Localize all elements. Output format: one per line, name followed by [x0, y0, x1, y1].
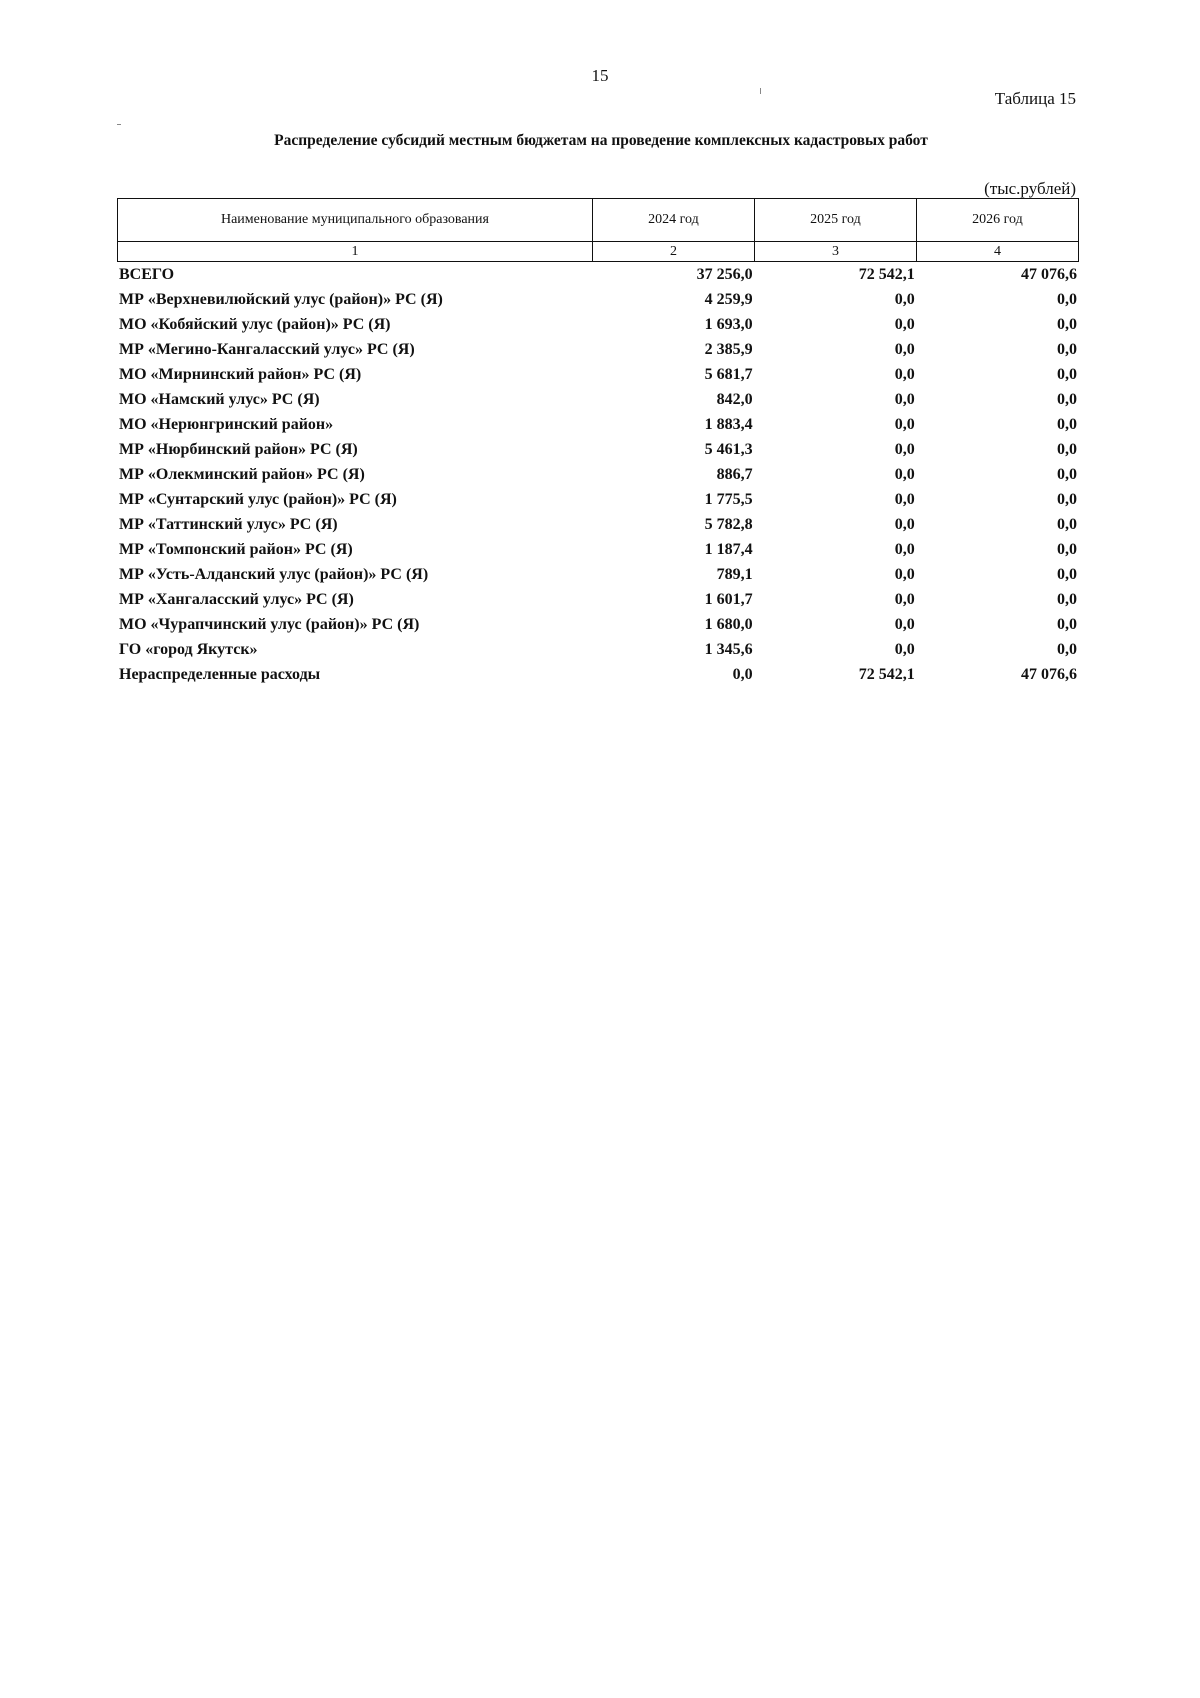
amount-2026: 0,0	[1057, 290, 1077, 308]
amount-2025: 0,0	[894, 540, 915, 558]
amount-2025: 0,0	[894, 490, 915, 508]
table-row	[117, 337, 1079, 362]
amount-2026: 0,0	[1057, 540, 1077, 558]
scan-artifact	[760, 88, 761, 94]
amount-2024: 5 782,8	[704, 515, 753, 533]
header-row	[118, 199, 1079, 242]
municipality-name: МО «Кобяйский улус (район)» РС (Я)	[119, 315, 391, 333]
amount-2026: 0,0	[1057, 415, 1077, 433]
amount-2026: 0,0	[1057, 590, 1077, 608]
municipality-name: МР «Таттинский улус» РС (Я)	[119, 515, 338, 533]
amount-2026: 0,0	[1057, 390, 1077, 408]
amount-2025: 0,0	[894, 640, 915, 658]
amount-2026: 0,0	[1057, 440, 1077, 458]
table-body	[117, 262, 1079, 687]
table-row	[117, 262, 1079, 287]
municipality-name: МР «Олекминский район» РС (Я)	[119, 465, 365, 483]
amount-2026: 0,0	[1057, 490, 1077, 508]
table-row	[117, 662, 1079, 687]
amount-2024: 1 883,4	[704, 415, 753, 433]
amount-2025: 0,0	[894, 615, 915, 633]
amount-2026: 0,0	[1057, 565, 1077, 583]
municipality-name: МО «Нерюнгринский район»	[119, 415, 334, 433]
unit-note: (тыс.рублей)	[984, 179, 1076, 198]
document-title: Распределение субсидий местным бюджетам на проведение комплексных кадастровых работ	[274, 132, 928, 149]
column-number: 2	[592, 242, 754, 262]
scan-artifact	[117, 124, 121, 125]
table-header	[117, 198, 1079, 262]
municipality-name: МО «Чурапчинский улус (район)» РС (Я)	[119, 615, 420, 633]
table-row	[117, 487, 1079, 512]
amount-2025: 0,0	[894, 415, 915, 433]
municipality-name: МР «Томпонский район» РС (Я)	[119, 540, 353, 558]
amount-2026: 0,0	[1057, 640, 1077, 658]
municipality-name: МР «Нюрбинский район» РС (Я)	[119, 440, 358, 458]
amount-2024: 1 345,6	[704, 640, 753, 658]
amount-2024: 1 693,0	[704, 315, 753, 333]
amount-2026: 0,0	[1057, 365, 1077, 383]
table-row	[117, 387, 1079, 412]
amount-2026: 0,0	[1057, 340, 1077, 358]
amount-2026: 47 076,6	[1021, 665, 1077, 683]
table-row	[117, 287, 1079, 312]
table-row	[117, 612, 1079, 637]
table-row	[117, 412, 1079, 437]
amount-2026: 0,0	[1057, 515, 1077, 533]
municipality-name: МР «Хангаласский улус» РС (Я)	[119, 590, 354, 608]
column-number: 1	[118, 242, 593, 262]
amount-2025: 0,0	[894, 390, 915, 408]
amount-2025: 0,0	[894, 315, 915, 333]
column-number: 4	[916, 242, 1078, 262]
amount-2025: 0,0	[894, 590, 915, 608]
amount-2024: 789,1	[716, 565, 753, 583]
amount-2024: 1 775,5	[704, 490, 753, 508]
amount-2024: 1 601,7	[704, 590, 753, 608]
amount-2025: 0,0	[894, 365, 915, 383]
page-number: 15	[591, 66, 609, 85]
amount-2024: 5 681,7	[704, 365, 753, 383]
table-row	[117, 312, 1079, 337]
amount-2024: 5 461,3	[704, 440, 753, 458]
municipality-name: МР «Сунтарский улус (район)» РС (Я)	[119, 490, 397, 508]
header-2024: 2024 год	[592, 199, 754, 242]
amount-2025: 0,0	[894, 465, 915, 483]
amount-2024: 842,0	[716, 390, 753, 408]
amount-2025: 0,0	[894, 340, 915, 358]
header-2026: 2026 год	[916, 199, 1078, 242]
header-name: Наименование муниципального образования	[118, 199, 593, 242]
amount-2026: 47 076,6	[1021, 265, 1077, 283]
amount-2024: 2 385,9	[704, 340, 753, 358]
municipality-name: МО «Намский улус» РС (Я)	[119, 390, 320, 408]
municipality-name: МР «Верхневилюйский улус (район)» РС (Я)	[119, 290, 443, 308]
table-row	[117, 537, 1079, 562]
amount-2025: 72 542,1	[858, 665, 915, 683]
amount-2026: 0,0	[1057, 315, 1077, 333]
column-number: 3	[754, 242, 916, 262]
amount-2026: 0,0	[1057, 465, 1077, 483]
amount-2024: 1 187,4	[704, 540, 753, 558]
amount-2024: 0,0	[732, 665, 753, 683]
table-row	[117, 562, 1079, 587]
column-number-row	[118, 242, 1079, 262]
amount-2025: 0,0	[894, 290, 915, 308]
amount-2025: 72 542,1	[858, 265, 915, 283]
municipality-name: МО «Мирнинский район» РС (Я)	[119, 365, 362, 383]
table-label: Таблица 15	[994, 89, 1076, 108]
amount-2026: 0,0	[1057, 615, 1077, 633]
subsidy-table	[117, 198, 1079, 687]
amount-2024: 4 259,9	[704, 290, 753, 308]
table-row	[117, 462, 1079, 487]
table-row	[117, 637, 1079, 662]
table-row	[117, 512, 1079, 537]
table-row	[117, 437, 1079, 462]
amount-2024: 37 256,0	[696, 265, 753, 283]
amount-2024: 886,7	[716, 465, 753, 483]
municipality-name: ВСЕГО	[119, 265, 175, 283]
amount-2025: 0,0	[894, 565, 915, 583]
amount-2025: 0,0	[894, 515, 915, 533]
municipality-name: ГО «город Якутск»	[119, 640, 258, 658]
table-row	[117, 587, 1079, 612]
municipality-name: МР «Мегино-Кангаласский улус» РС (Я)	[119, 340, 415, 358]
table-row	[117, 362, 1079, 387]
municipality-name: МР «Усть-Алданский улус (район)» РС (Я)	[119, 565, 429, 583]
header-2025: 2025 год	[754, 199, 916, 242]
municipality-name: Нераспределенные расходы	[119, 665, 321, 683]
amount-2025: 0,0	[894, 440, 915, 458]
amount-2024: 1 680,0	[704, 615, 753, 633]
